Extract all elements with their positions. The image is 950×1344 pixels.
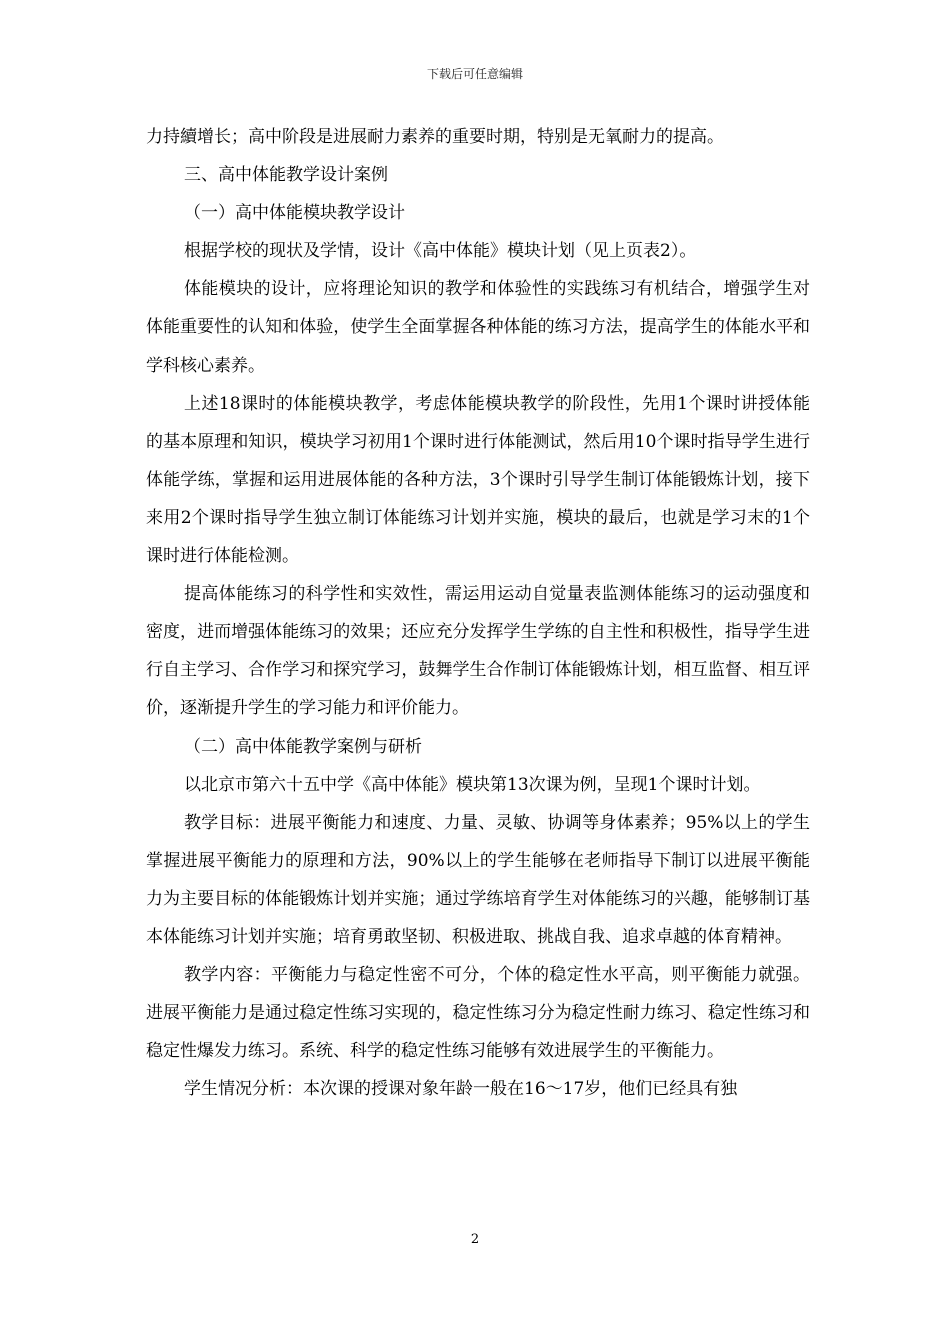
paragraph: 体能模块的设计，应将理论知识的教学和体验性的实践练习有机结合，增强学生对体能重要性的认知和体验，使学生全面掌握各种体能的练习方法，提高学生的体能水平和学科核心素养。: [146, 279, 810, 376]
paragraph: 以北京市第六十五中学《高中体能》模块第13次课为例，呈现1个课时计划。: [184, 774, 761, 795]
paragraph: 学生情况分析：本次课的授课对象年龄一般在16～17岁，他们已经具有独: [184, 1079, 738, 1100]
paragraph: （二）高中体能教学案例与研析: [184, 736, 422, 757]
paragraph: 上述18课时的体能模块教学，考虑体能模块教学的阶段性，先用1个课时讲授体能的基本原理和知识，模块学习初用1个课时进行体能测试，然后用10个课时指导学生进行体能学练，掌握和运用进展体能的各种方法，3个课时引导学生制订体能锻炼计划，接下来用2个课时指导学生独立制订体能练习计划并实施，模块的最后，也就是学习末的1个课时进行体能检测。: [146, 393, 810, 567]
document-body: [146, 118, 810, 1108]
paragraph: 力持續增长；高中阶段是进展耐力素养的重要时期，特别是无氧耐力的提高。: [146, 127, 724, 147]
paragraph: 教学内容：平衡能力与稳定性密不可分，个体的稳定性水平高，则平衡能力就强。进展平衡能力是通过稳定性练习实现的，稳定性练习分为稳定性耐力练习、稳定性练习和稳定性爆发力练习。系统、科学的稳定性练习能够有效进展学生的平衡能力。: [146, 965, 810, 1062]
paragraph: 提高体能练习的科学性和实效性，需运用运动自觉量表监测体能练习的运动强度和密度，进而增强体能练习的效果；还应充分发挥学生学练的自主性和积极性，指导学生进行自主学习、合作学习和探究学习，鼓舞学生合作制订体能锻炼计划，相互监督、相互评价，逐渐提升学生的学习能力和评价能力。: [146, 584, 810, 719]
page-number: 2: [470, 1232, 480, 1247]
paragraph: 根据学校的现状及学情，设计《高中体能》模块计划（见上页表2）。: [184, 241, 697, 262]
page-header: 下载后可任意编辑: [426, 67, 523, 81]
paragraph: 教学目标：进展平衡能力和速度、力量、灵敏、协调等身体素养；95%以上的学生掌握进展平衡能力的原理和方法，90%以上的学生能够在老师指导下制订以进展平衡能力为主要目标的体能锻炼计划并实施；通过学练培育学生对体能练习的兴趣，能够制订基本体能练习计划并实施；培育勇敢坚韧、积极进取、挑战自我、追求卓越的体育精神。: [146, 812, 810, 947]
paragraph: （一）高中体能模块教学设计: [184, 203, 405, 224]
paragraph: 三、高中体能教学设计案例: [184, 165, 388, 186]
